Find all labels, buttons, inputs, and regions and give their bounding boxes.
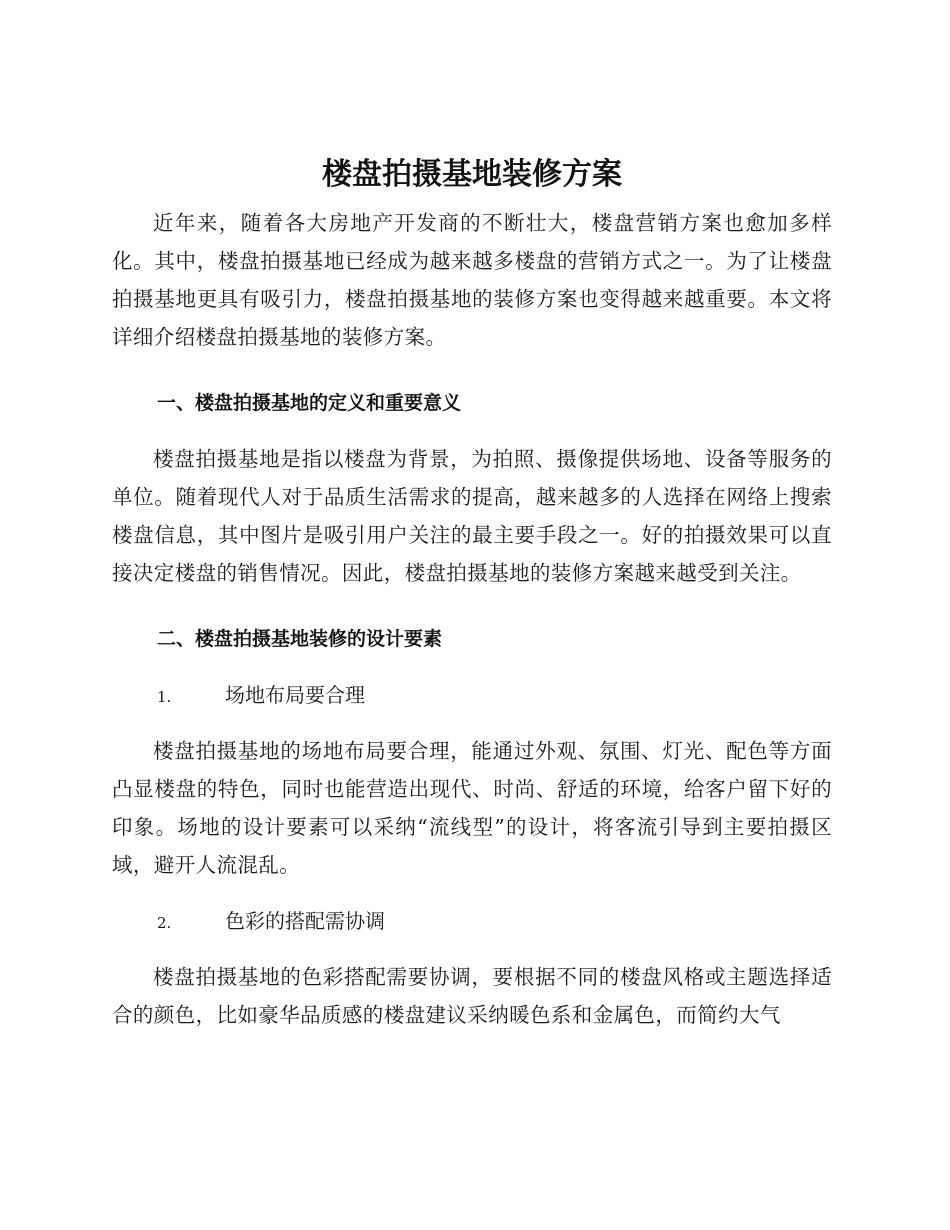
- subsection-2-number: 2.: [157, 914, 172, 932]
- subsection-2-heading: [112, 902, 832, 942]
- section-2-heading: 二、楼盘拍摄基地装修的设计要素: [157, 628, 443, 650]
- subsection-2-paragraph: 楼盘拍摄基地的色彩搭配需要协调，要根据不同的楼盘风格或主题选择适合的颜色，比如豪华品质感的楼盘建议采纳暖色系和金属色，而简约大气: [112, 965, 832, 1027]
- subsection-2-title: 色彩的搭配需协调: [225, 909, 385, 933]
- section-1-heading: 一、楼盘拍摄基地的定义和重要意义: [157, 392, 462, 414]
- subsection-1-title: 场地布局要合理: [225, 683, 365, 707]
- intro-paragraph: 近年来，随着各大房地产开发商的不断壮大，楼盘营销方案也愈加多样化。其中，楼盘拍摄基地已经成为越来越多楼盘的营销方式之一。为了让楼盘拍摄基地更具有吸引力，楼盘拍摄基地的装修方案也变得越来越重要。本文将详细介绍楼盘拍摄基地的装修方案。: [112, 211, 832, 349]
- subsection-1-paragraph: 楼盘拍摄基地的场地布局要合理，能通过外观、氛围、灯光、配色等方面凸显楼盘的特色，同时也能营造出现代、时尚、舒适的环境，给客户留下好的印象。场地的设计要素可以采纳“流线型”的设计，将客流引导到主要拍摄区域，避开人流混乱。: [112, 739, 832, 877]
- document-title: 楼盘拍摄基地装修方案: [322, 157, 622, 192]
- subsection-1-heading: [112, 676, 832, 716]
- document-body: [112, 146, 832, 1034]
- subsection-1-number: 1.: [157, 688, 172, 706]
- section-1-paragraph: 楼盘拍摄基地是指以楼盘为背景，为拍照、摄像提供场地、设备等服务的单位。随着现代人对于品质生活需求的提高，越来越多的人选择在网络上搜索楼盘信息，其中图片是吸引用户关注的最主要手段之一。好的拍摄效果可以直接决定楼盘的销售情况。因此，楼盘拍摄基地的装修方案越来越受到关注。: [112, 447, 832, 585]
